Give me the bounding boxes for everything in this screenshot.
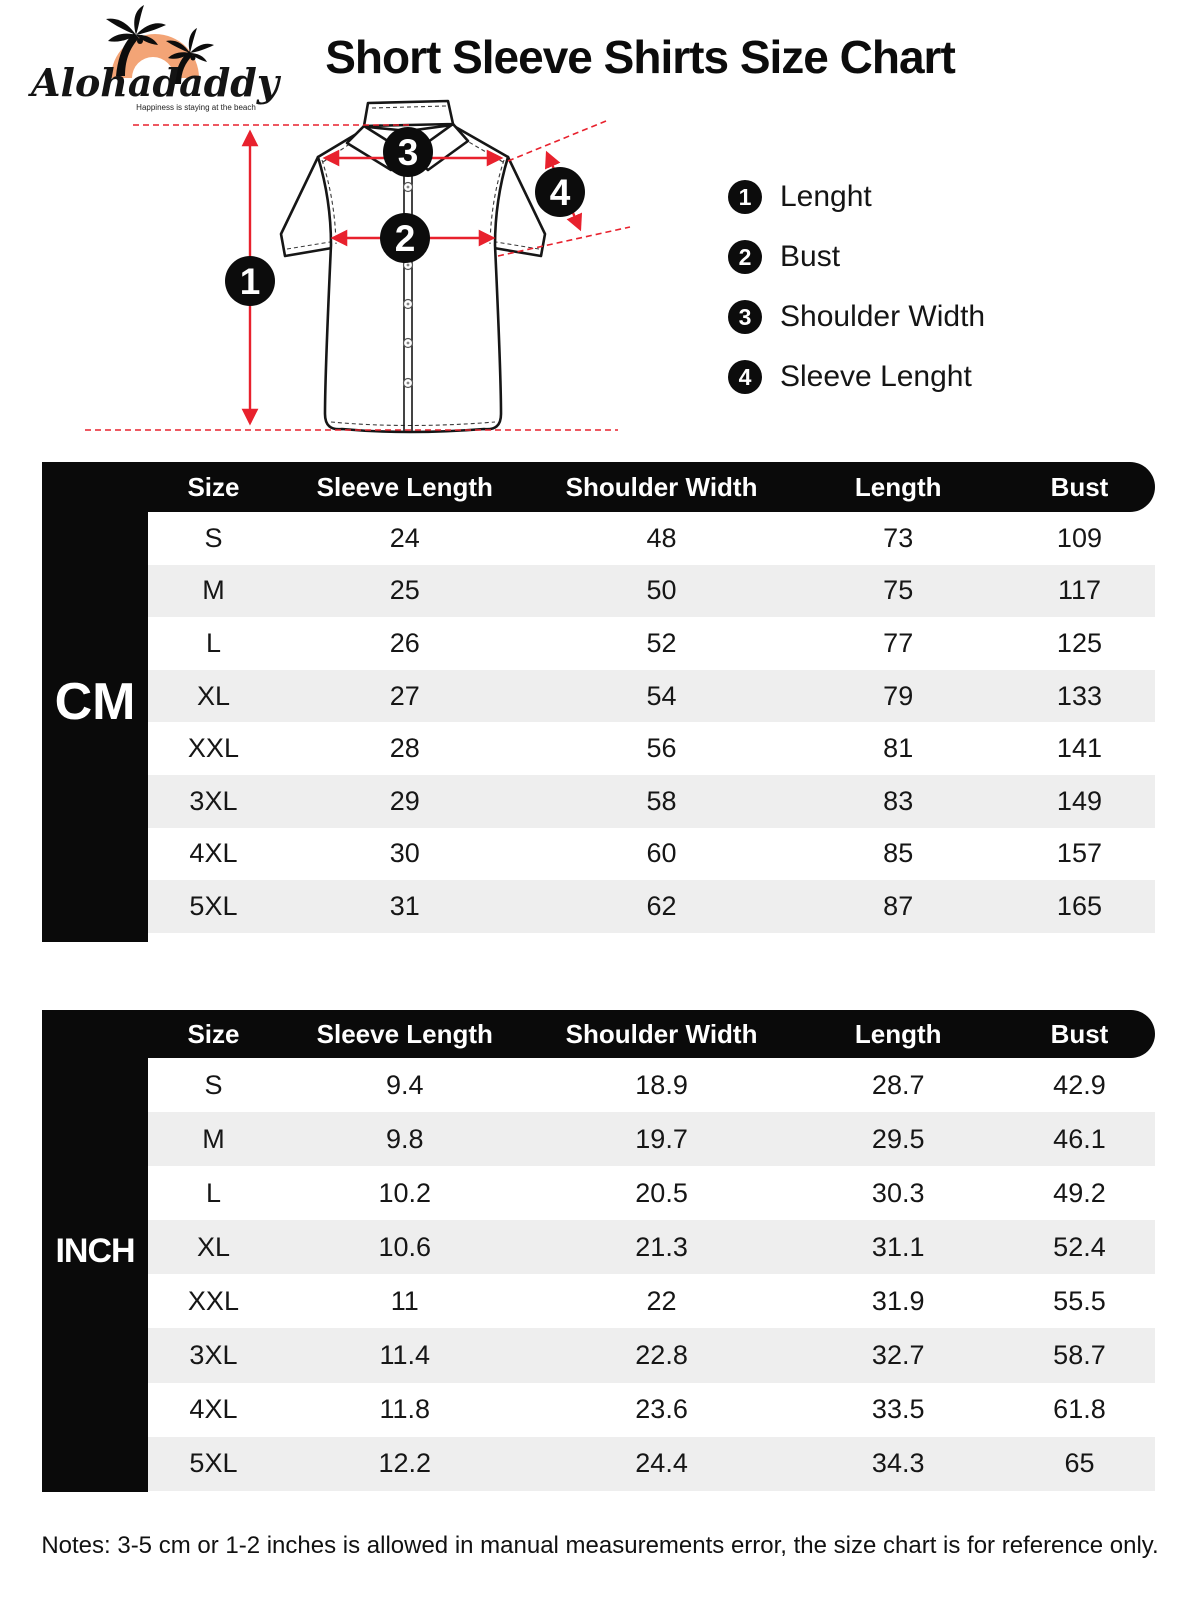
table-header-row	[42, 462, 1155, 512]
legend-number-badge: 4	[728, 360, 762, 394]
table-cell: 46.1	[1053, 1123, 1106, 1154]
table-cell: 34.3	[871, 1448, 925, 1479]
legend-item	[728, 180, 985, 214]
table-cell: 87	[883, 890, 914, 921]
column-header: Sleeve Length	[316, 471, 493, 502]
table-row	[148, 512, 1155, 565]
legend-label: Shoulder Width	[780, 300, 986, 333]
table-cell: 49.2	[1053, 1177, 1106, 1208]
table-cell: 33.5	[871, 1394, 925, 1425]
table-cell: 10.6	[378, 1231, 432, 1262]
table-row	[148, 1274, 1155, 1328]
column-header: Sleeve Length	[316, 1018, 493, 1049]
table-cell: 28.7	[871, 1069, 925, 1100]
table-row	[148, 722, 1155, 775]
table-cell: 27	[389, 680, 420, 711]
table-cell: 11.8	[379, 1394, 431, 1425]
table-row	[148, 775, 1155, 828]
table-row	[148, 1112, 1155, 1166]
table-row	[148, 1328, 1155, 1382]
table-cell: XL	[196, 1231, 230, 1262]
table-cell: 10.2	[378, 1177, 432, 1208]
table-cell: 54	[646, 680, 677, 711]
marker-1-number: 1	[239, 261, 261, 302]
table-cell: 149	[1056, 785, 1102, 816]
sleeve-top-extension-line	[508, 121, 606, 161]
measurement-legend	[728, 180, 985, 420]
column-header: Bust	[1050, 471, 1109, 502]
table-cell: 60	[646, 838, 677, 869]
table-cell: 133	[1056, 680, 1102, 711]
size-table-inch	[42, 1010, 1155, 1491]
table-cell: XL	[196, 680, 230, 711]
table-cell: 3XL	[189, 785, 238, 816]
table-cell: 19.7	[635, 1123, 688, 1154]
table-cell: 28	[389, 733, 420, 764]
legend-item	[728, 240, 985, 274]
table-cell: 117	[1057, 575, 1101, 606]
column-header: Length	[854, 1018, 942, 1049]
table-cell: L	[205, 1177, 221, 1208]
table-cell: 31	[389, 890, 420, 921]
table-cell: 50	[646, 575, 677, 606]
brand-tagline: Happiness is staying at the beach	[136, 103, 256, 112]
table-row	[148, 1437, 1155, 1491]
table-cell: 73	[883, 522, 914, 553]
brand-name: Alohadaddy	[31, 60, 279, 105]
column-header: Shoulder Width	[565, 471, 758, 502]
table-cell: 11	[390, 1285, 419, 1316]
collar-band	[364, 101, 453, 126]
table-cell: 48	[646, 522, 677, 553]
table-cell: 83	[883, 785, 914, 816]
column-header: Size	[187, 471, 240, 502]
table-cell: 61.8	[1053, 1394, 1106, 1425]
table-cell: 85	[883, 838, 914, 869]
table-row	[148, 1058, 1155, 1112]
table-cell: 4XL	[189, 838, 238, 869]
table-cell: 109	[1056, 522, 1102, 553]
legend-item	[728, 300, 985, 334]
table-cell: S	[204, 522, 223, 553]
unit-label-cm: CM	[42, 462, 148, 942]
table-cell: 58.7	[1053, 1340, 1106, 1371]
shirt-measurement-diagram	[40, 88, 700, 460]
marker-3-number: 3	[397, 132, 419, 173]
table-header-row	[42, 1010, 1155, 1058]
table-cell: 24.4	[635, 1448, 688, 1479]
column-header: Length	[854, 471, 942, 502]
table-row	[148, 828, 1155, 881]
table-cell: XXL	[187, 733, 239, 764]
table-cell: 30.3	[871, 1177, 925, 1208]
table-body	[148, 512, 1155, 933]
legend-number-badge: 3	[728, 300, 762, 334]
table-cell: 22	[646, 1285, 677, 1316]
table-cell: 25	[389, 575, 420, 606]
table-cell: 20.5	[635, 1177, 688, 1208]
table-cell: 23.6	[635, 1394, 688, 1425]
legend-number-badge: 1	[728, 180, 762, 214]
table-cell: 22.8	[635, 1340, 688, 1371]
table-cell: 141	[1056, 733, 1102, 764]
table-cell: 81	[883, 733, 914, 764]
table-cell: 29.5	[871, 1123, 925, 1154]
table-cell: 55.5	[1053, 1285, 1106, 1316]
table-cell: L	[205, 627, 221, 658]
legend-number-badge: 2	[728, 240, 762, 274]
table-cell: S	[204, 1069, 223, 1100]
table-cell: 24	[389, 522, 420, 553]
table-row	[148, 1220, 1155, 1274]
table-cell: 62	[646, 890, 677, 921]
legend-label: Bust	[780, 240, 841, 273]
table-row	[148, 1166, 1155, 1220]
size-table-cm	[42, 462, 1155, 933]
table-cell: 56	[646, 733, 677, 764]
table-cell: 30	[389, 838, 420, 869]
table-cell: 31.9	[871, 1285, 925, 1316]
table-cell: 3XL	[189, 1340, 238, 1371]
legend-label: Sleeve Lenght	[780, 360, 972, 393]
table-row	[148, 1383, 1155, 1437]
legend-item	[728, 360, 985, 394]
table-cell: XXL	[187, 1285, 239, 1316]
table-cell: 31.1	[871, 1231, 925, 1262]
table-cell: 26	[389, 627, 420, 658]
table-cell: 52.4	[1053, 1231, 1106, 1262]
marker-4-number: 4	[549, 172, 571, 213]
table-cell: 18.9	[635, 1069, 688, 1100]
table-cell: 9.8	[386, 1123, 424, 1154]
table-body	[148, 1058, 1155, 1491]
marker-2-number: 2	[394, 218, 416, 259]
column-header: Size	[187, 1018, 240, 1049]
table-cell: M	[202, 575, 225, 606]
column-header: Shoulder Width	[565, 1018, 758, 1049]
table-row	[148, 565, 1155, 618]
table-cell: 79	[883, 680, 914, 711]
table-cell: 32.7	[871, 1340, 925, 1371]
table-cell: 12.2	[378, 1448, 432, 1479]
table-row	[148, 880, 1155, 933]
table-cell: 58	[646, 785, 677, 816]
table-cell: 125	[1056, 627, 1102, 658]
table-row	[148, 617, 1155, 670]
table-cell: 11.4	[379, 1340, 431, 1371]
table-cell: 5XL	[189, 1448, 238, 1479]
page-title: Short Sleeve Shirts Size Chart	[325, 31, 955, 83]
table-cell: M	[202, 1123, 225, 1154]
table-cell: 29	[389, 785, 420, 816]
column-header: Bust	[1050, 1018, 1109, 1049]
table-cell: 52	[646, 627, 677, 658]
notes-text: Notes: 3-5 cm or 1-2 inches is allowed in manual measurements error, the size chart is for reference only.	[41, 1532, 1159, 1559]
table-cell: 21.3	[635, 1231, 688, 1262]
legend-label: Lenght	[780, 180, 872, 213]
table-cell: 165	[1056, 890, 1102, 921]
table-cell: 65	[1064, 1448, 1095, 1479]
table-cell: 77	[883, 627, 914, 658]
table-cell: 42.9	[1053, 1069, 1106, 1100]
table-cell: 9.4	[386, 1069, 424, 1100]
table-cell: 5XL	[189, 890, 238, 921]
table-cell: 4XL	[189, 1394, 238, 1425]
table-cell: 157	[1056, 838, 1102, 869]
table-cell: 75	[883, 575, 914, 606]
table-row	[148, 670, 1155, 723]
unit-label-inch: INCH	[42, 1010, 148, 1492]
